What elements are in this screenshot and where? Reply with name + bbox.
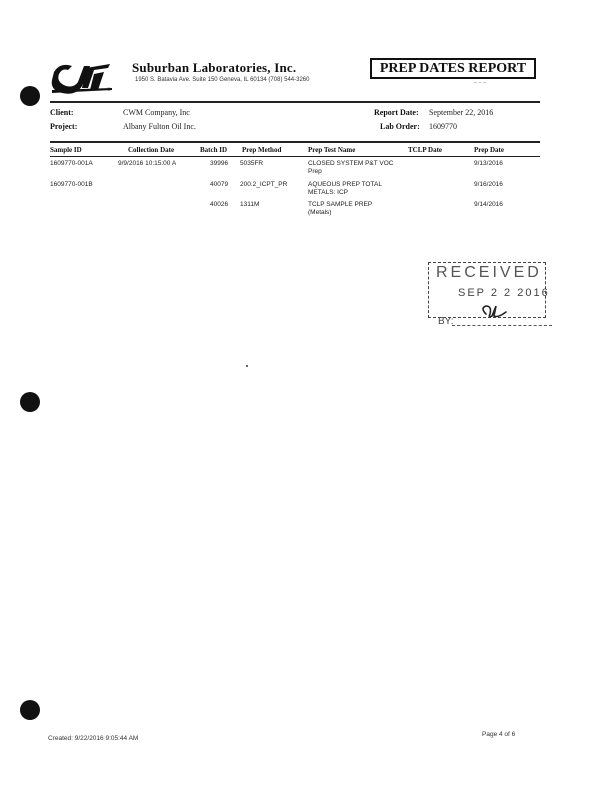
client-label: Client:	[50, 108, 74, 117]
cell-batch-id: 40079	[210, 181, 229, 188]
cell-prep-date: 9/13/2016	[474, 160, 503, 167]
cell-prep-test-name: TCLP SAMPLE PREP	[308, 201, 373, 208]
cell-sample-id: 1609770-001B	[50, 181, 93, 188]
cell-prep-test-name-line2: (Metals)	[308, 209, 332, 216]
col-header-batch-id: Batch ID	[200, 146, 228, 154]
cell-prep-date: 9/14/2016	[474, 201, 503, 208]
lab-order-value: 1609770	[429, 122, 457, 131]
cell-sample-id: 1609770-001A	[50, 160, 93, 167]
cell-prep-test-name-line2: METALS: ICP	[308, 189, 348, 196]
col-header-sample-id: Sample ID	[50, 146, 82, 154]
created-timestamp: Created: 9/22/2016 9:05:44 AM	[48, 735, 139, 742]
header-divider	[50, 101, 540, 103]
company-name: Suburban Laboratories, Inc.	[132, 60, 297, 75]
cell-collection-date: 9/9/2016 10:15:00 A	[118, 160, 177, 167]
stamp-received-word: RECEIVED	[436, 264, 542, 281]
handwritten-initials	[476, 300, 516, 322]
col-header-tclp-date: TCLP Date	[408, 146, 443, 154]
col-header-collection-date: Collection Date	[128, 146, 175, 154]
cell-prep-date: 9/16/2016	[474, 181, 503, 188]
cell-prep-test-name-line2: Prep	[308, 168, 322, 175]
stray-mark	[246, 365, 248, 367]
registered-mark: ®	[107, 88, 111, 93]
project-label: Project:	[50, 122, 78, 131]
company-address: 1950 S. Batavia Ave. Suite 150 Geneva, IL 60134 (708) 544-3260	[135, 77, 310, 83]
cell-batch-id: 40026	[210, 201, 229, 208]
binder-hole-top	[20, 86, 40, 106]
report-title: PREP DATES REPORT	[370, 58, 536, 79]
table-header-rule	[50, 156, 540, 157]
col-header-prep-method: Prep Method	[242, 146, 282, 154]
title-underline-marks: – – –	[474, 80, 486, 86]
table-top-rule	[50, 141, 540, 143]
stamp-signature-line	[452, 325, 552, 326]
cell-prep-method: 5035FR	[240, 160, 264, 167]
cell-prep-test-name: AQUEOUS PREP TOTAL	[308, 181, 382, 188]
col-header-prep-test-name: Prep Test Name	[308, 146, 356, 154]
stamp-by-label: BY:	[438, 316, 454, 327]
lab-order-label: Lab Order:	[380, 122, 420, 131]
report-date-label: Report Date:	[374, 108, 419, 117]
cell-prep-method: 1311M	[240, 201, 260, 208]
binder-hole-middle	[20, 392, 40, 412]
project-value: Albany Fulton Oil Inc.	[123, 122, 196, 131]
company-logo	[50, 60, 114, 96]
cell-prep-method: 200.2_ICPT_PR	[240, 181, 288, 188]
client-value: CWM Company, Inc	[123, 108, 190, 117]
cell-prep-test-name: CLOSED SYSTEM P&T VOC	[308, 160, 394, 167]
col-header-prep-date: Prep Date	[474, 146, 504, 154]
binder-hole-bottom	[20, 700, 40, 720]
page-number: Page 4 of 6	[482, 731, 516, 738]
cell-batch-id: 39996	[210, 160, 229, 167]
stamp-date: SEP 2 2 2016	[458, 287, 550, 299]
report-date-value: September 22, 2016	[429, 108, 494, 117]
